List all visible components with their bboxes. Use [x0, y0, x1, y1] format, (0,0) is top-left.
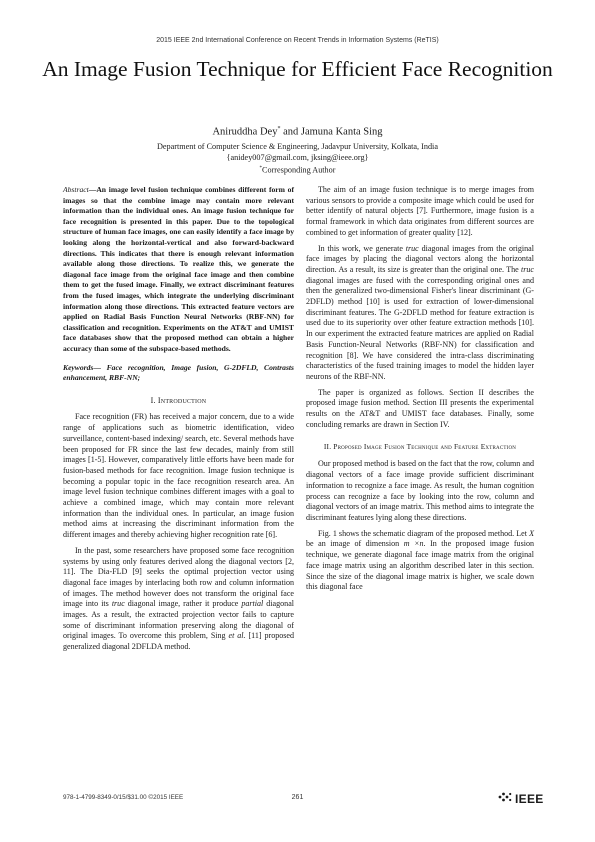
- ieee-text: IEEE: [515, 792, 544, 806]
- corresponding-note: [0, 163, 595, 176]
- text-run: diagonal image, rather it produce: [124, 599, 242, 609]
- affiliation-block: [0, 141, 595, 176]
- page-number: 261: [291, 794, 304, 801]
- ieee-diamond-icon: [497, 790, 513, 808]
- conference-header: 2015 IEEE 2nd International Conference on Recent Trends in Information Systems (ReTIS): [156, 37, 439, 44]
- keywords: Keywords— Face recognition, Image fusion, G-2DFLD, Contrasts enhancement, RBF-NN;: [63, 362, 294, 383]
- corresponding-mark: *: [259, 166, 263, 171]
- section-2-heading: [306, 441, 534, 453]
- text-run: The aim of an image fusion technique is to merge images from various sensors to provide a composite image which could be used for better identify of natural objects [7]. Furthermore, image fusion is a formal framework in which data originates from different sources are combined to get information of greater quality [12].: [306, 185, 534, 237]
- text-run: diagonal images are fused with the corresponding original ones and then the generalized two-dimensional Fisher's linear discriminant (G-2DFLD) method [10] is used for extraction of lower-dimensional discriminant features. The G-2DFLD method for feature extraction is used due to its superiority over other feature extraction methods [10]. In our experiment the extracted feature matrices are applied on Radial Basis Function-Neural Networks (RBF-NN) for classification and recognition [8]. We have considered the intra-class discriminating characteristics of the fused training images to model the hidden layer neurons of the RBF-NN.: [306, 275, 534, 381]
- section-2-paragraph-1: [306, 459, 534, 523]
- section-2-heading-text: II. Proposed Image Fusion Technique and Feature Extraction: [323, 442, 517, 452]
- author-joiner: and: [280, 126, 301, 138]
- author-1: Aniruddha Dey: [212, 126, 278, 138]
- department: Department of Computer Science & Engineering, Jadavpur University, Kolkata, India: [157, 142, 438, 151]
- text-run: Our proposed method is based on the fact that the row, column and diagonal vectors of a face image provide sufficient discriminant information to recognize a face image. As result, the human cognition process can recognize a face by looking into the row, column and diagonal vectors of an image matrix. This method aims to integrate the discriminant features lying along these directions.: [306, 459, 534, 522]
- text-run-italic: et al.: [228, 631, 246, 641]
- text-run-italic: X: [529, 528, 534, 538]
- footer-isbn: 978-1-4799-8349-0/15/$31.00 ©2015 IEEE: [63, 794, 184, 801]
- author-2: Jamuna Kanta Sing: [300, 126, 383, 138]
- intro-paragraph-2: [63, 546, 294, 653]
- left-column: [63, 185, 294, 658]
- intro-paragraph-5: [306, 388, 534, 431]
- text-run: Fig. 1 shows the schematic diagram of the proposed method. Let: [318, 528, 530, 538]
- abstract-text: —An image level fusion technique combines different form of images so that the combine image may contain more relevant information than the individual ones. An image fusion technique for face recognition is presented in this paper. Due to the topological structure of human face images, one can easily identify a face image by looking along the horizontal-vertical and also forward-backward directions. This indicates that there is enough relevant information available along those directions. To realize this, we generate the diagonal face image from the original face image and then combine them to get the fused image. Finally, we extract discriminant features from the fused images, which integrate the underlying discriminant information along those directions. This extracted feature vectors are applied on Radial Basis Function Neural Networks (RBF-NN) for classification and recognition. Experiments on the AT&T and UMIST face databases show that the proposed method can obtain a higher accuracy than some of the subspace-based methods.: [63, 185, 294, 353]
- text-run-italic: truc: [111, 599, 125, 609]
- corresponding-label: Corresponding Author: [262, 165, 336, 175]
- text-run: diagonal images from the original face images by placing the diagonal vectors along the horizontal direction. As a result, its size is greater than the original one. The: [306, 243, 534, 274]
- text-run: be an image of dimension: [306, 539, 404, 549]
- text-run: In this work, we generate: [318, 243, 406, 253]
- section-2-paragraph-2: [306, 529, 534, 593]
- text-run: [11] proposed generalized diagonal 2DFLDA method.: [63, 631, 294, 652]
- abstract: [63, 185, 294, 355]
- text-run-italic: truc: [521, 264, 534, 274]
- abstract-label: Abstract: [63, 185, 89, 194]
- right-column: [306, 185, 534, 598]
- text-run: . In the proposed image fusion technique, we generate diagonal face image matrix from the original face image matrix using an algorithm described later in this section. Since the size of the diagonal image matrix is higher, we scale down this diagonal face: [306, 539, 534, 592]
- intro-paragraph-3: [306, 185, 534, 239]
- text-run: The paper is organized as follows. Section II describes the proposed image fusion method. Section III presents the experimental results on the AT&T and UMIST face databases. Finally, some concluding remarks are drawn in Section IV.: [306, 387, 534, 429]
- paper-title: An Image Fusion Technique for Efficient Face Recognition: [42, 57, 553, 81]
- authors: [0, 126, 595, 138]
- text-run-italic: truc: [405, 243, 419, 253]
- text-run: In the past, some researchers have proposed some face recognition systems by using only features derived along the diagonal vectors [2, 11]. The Dia-FLD [9] seeks the optimal projection vector using diagonal face images by interlacing both row and column information of images. The method however does not transform the original face image into its: [63, 545, 294, 609]
- text-run: diagonal images. As a result, the extracted projection vector fails to capture some of discriminant information preserving along the diagonal of original images. To overcome this problem, Sing: [63, 599, 294, 641]
- section-1-heading: I. Introduction: [150, 395, 207, 405]
- intro-paragraph-4: [306, 244, 534, 383]
- text-run-italic: m ×n: [403, 539, 424, 549]
- author-1-mark: *: [277, 126, 281, 132]
- ieee-logo: [497, 790, 544, 808]
- emails: {anidey007@gmail.com, jksing@ieee.org}: [226, 153, 369, 162]
- text-run-italic: partial: [241, 599, 264, 609]
- intro-paragraph-1: Face recognition (FR) has received a major concern, due to a wide range of applications such as biometric identification, video surveillance, content-based indexing/ search, etc. Several methods have been proposed for FR since the last few decades, mainly from still images [1-5]. However, comparatively little efforts have been made for fusion-based methods for face recognition. Image fusion technique is becoming a popular topic in the face recognition research area. An image level fusion technique combines different images with a goal to achieve a combined image, which may contain more relevant information than the individual ones. In particular, an image fusion method aims at increasing the discriminant information from the different images and thereby achieving higher recognition rate [6].: [63, 412, 294, 540]
